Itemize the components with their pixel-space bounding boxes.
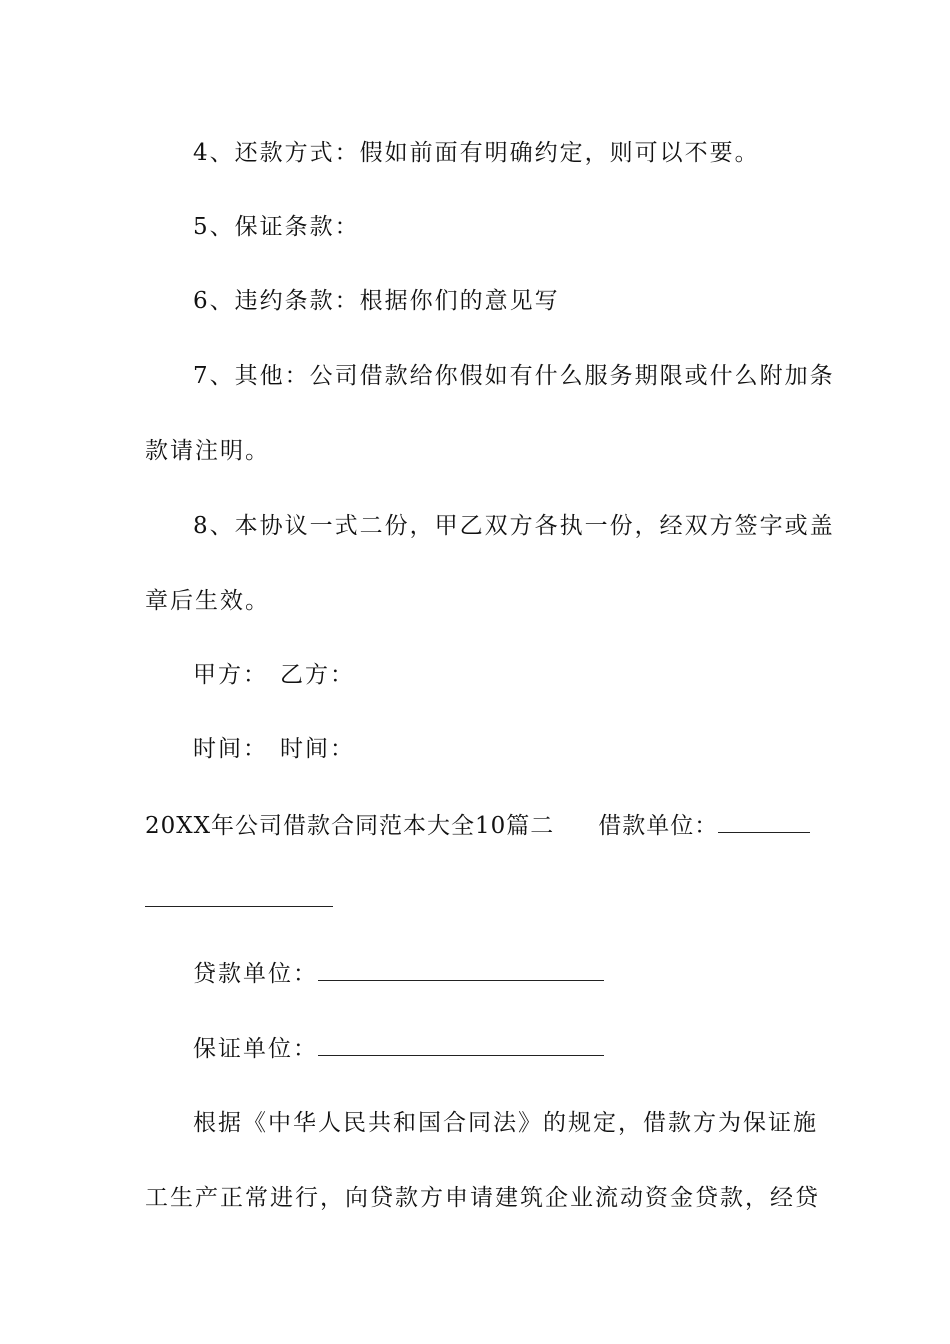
section-2-heading-row xyxy=(145,810,810,841)
borrower-blank-line-2 xyxy=(145,884,333,907)
clause-7-line-1: 7、其他：公司借款给你假如有什么服务期限或什么附加条 xyxy=(193,363,835,389)
guarantor-row xyxy=(193,1033,810,1064)
guarantor-label: 保证单位： xyxy=(193,1036,318,1062)
lender-label: 贷款单位： xyxy=(193,961,318,987)
party-b-label: 乙方： xyxy=(280,662,355,688)
clause-6: 6、违约条款：根据你们的意见写 xyxy=(193,288,560,314)
lender-blank-line xyxy=(318,958,604,981)
section-2-heading: 20XX年公司借款合同范本大全10篇二 xyxy=(145,813,555,839)
time-b-label: 时间： xyxy=(280,736,355,762)
lender-row xyxy=(193,958,810,989)
borrower-blank-continuation xyxy=(145,884,810,915)
borrower-blank-line xyxy=(718,810,810,833)
time-a-label: 时间： xyxy=(193,736,268,762)
guarantor-blank-line xyxy=(318,1033,604,1056)
party-a-label: 甲方： xyxy=(193,662,268,688)
clause-5: 5、保证条款： xyxy=(193,214,360,240)
signature-time-row xyxy=(193,734,810,764)
clause-4: 4、还款方式：假如前面有明确约定，则可以不要。 xyxy=(193,140,760,166)
signature-parties-row xyxy=(193,660,810,690)
borrower-label: 借款单位： xyxy=(598,813,719,839)
contract-paragraph-line-2: 工生产正常进行，向贷款方申请建筑企业流动资金贷款，经贷 xyxy=(145,1185,820,1211)
clause-8-line-2: 章后生效。 xyxy=(145,588,270,614)
clause-7-line-2: 款请注明。 xyxy=(145,438,270,464)
contract-paragraph-line-1: 根据《中华人民共和国合同法》的规定，借款方为保证施 xyxy=(193,1110,818,1136)
clause-8-line-1: 8、本协议一式二份，甲乙双方各执一份，经双方签字或盖 xyxy=(193,513,835,539)
